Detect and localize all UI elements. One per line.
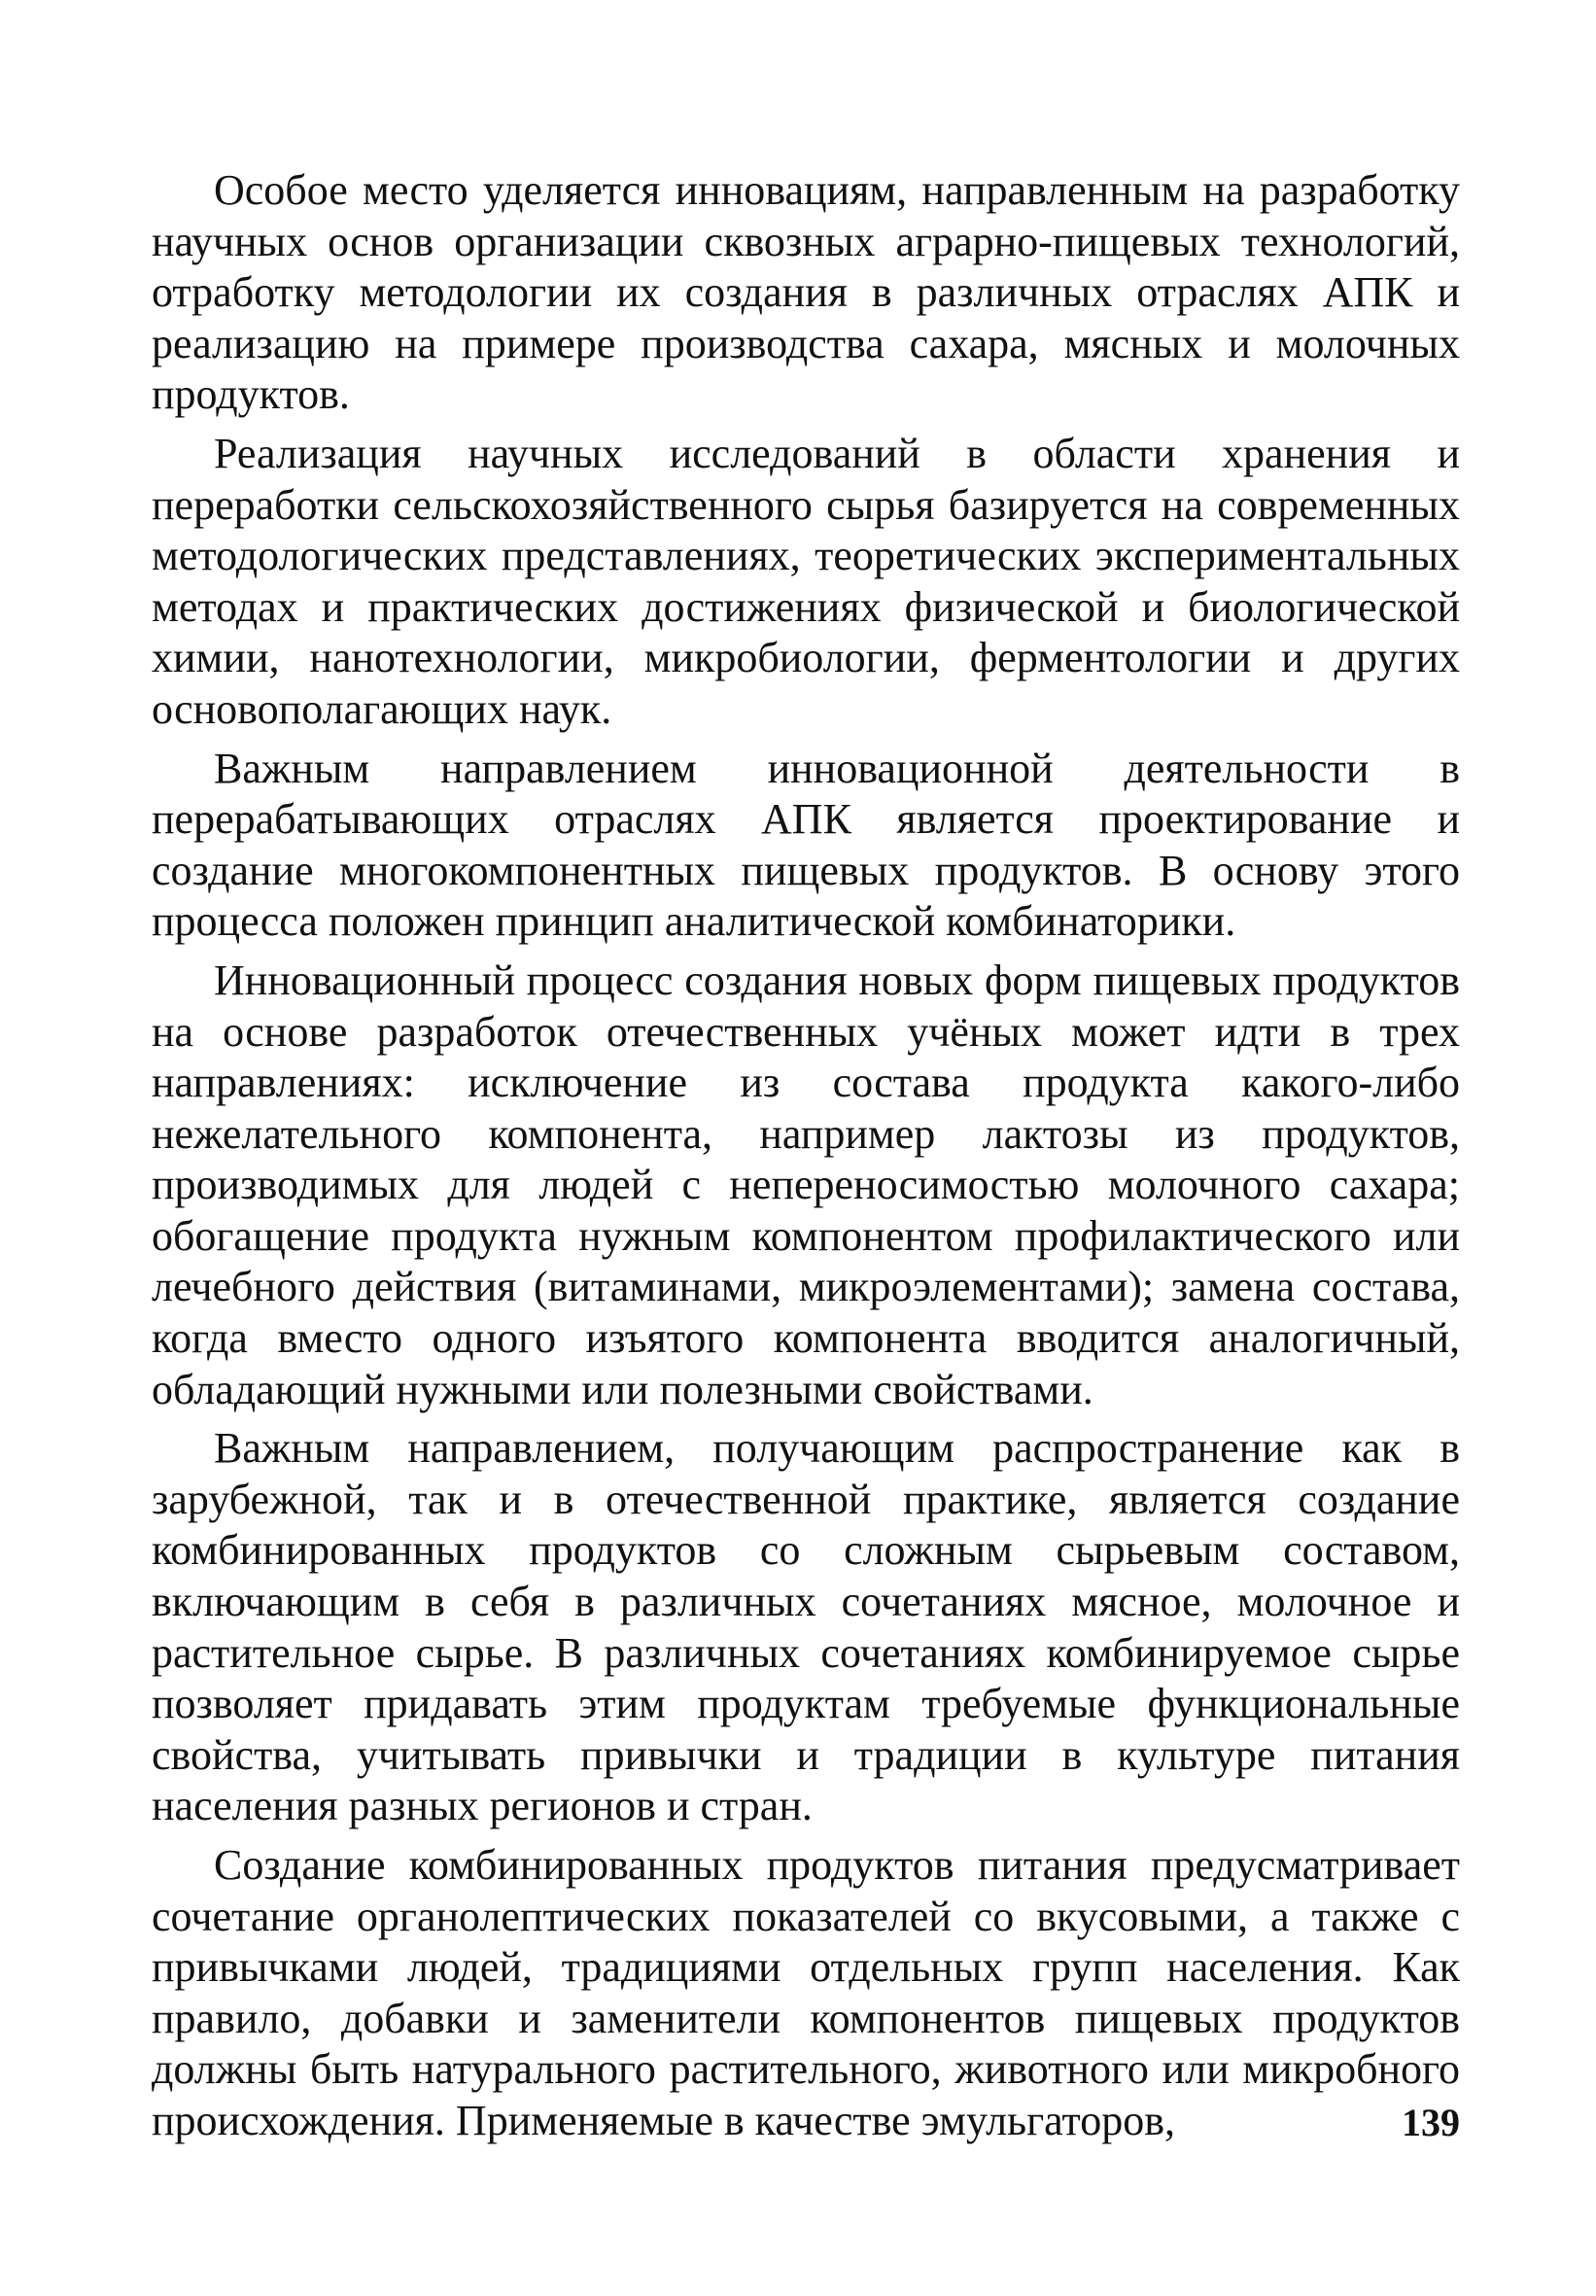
paragraph-4: Инновационный процесс создания новых форм пищевых продуктов на основе разработок отечественных учёных может идти в трех направлениях: исключение из состава продукта какого-либо нежелательного компонента, например лактозы из продуктов, производимых для людей с непереносимостью молочного сахара; обогащение продукта нужным компонентом профилактического или лечебного действия (витаминами, микроэлементами); замена состава, когда вместо одного изъятого компонента вводится аналогичный, обладающий нужными или полезными свойствами. xyxy=(152,956,1460,1413)
page-number: 139 xyxy=(1402,2101,1460,2144)
paragraph-1: Особое место уделяется инновациям, направленным на разработку научных основ организации сквозных аграрно-пищевых технологий, отработку методологии их создания в различных отраслях АПК и реализацию на примере производства сахара, мясных и молочных продуктов. xyxy=(152,166,1460,419)
body-text xyxy=(152,165,1460,2155)
paragraph-2: Реализация научных исследований в области хранения и переработки сельскохозяйственного сырья базируется на современных методологических представлениях, теоретических экспериментальных методах и практических достижениях физической и биологической химии, нанотехнологии, микробиологии, ферментологии и других основополагающих наук. xyxy=(152,429,1460,733)
paragraph-6: Создание комбинированных продуктов питания предусматривает сочетание органолептических показателей со вкусовыми, а также с привычками людей, традициями отдельных групп населения. Как правило, добавки и заменители компонентов пищевых продуктов должны быть натурального растительного, животного или микробного происхождения. Применяемые в качестве эмульгаторов, xyxy=(152,1841,1460,2144)
paragraph-5: Важным направлением, получающим распространение как в зарубежной, так и в отечественной практике, является создание комбинированных продуктов со сложным сырьевым составом, включающим в себя в различных сочетаниях мясное, молочное и растительное сырье. В различных сочетаниях комбинируемое сырье позволяет придавать этим продуктам требуемые функциональные свойства, учитывать привычки и традиции в культуре питания населения разных регионов и стран. xyxy=(152,1424,1460,1830)
paragraph-3: Важным направлением инновационной деятельности в перерабатывающих отраслях АПК является проектирование и создание многокомпонентных пищевых продуктов. В основу этого процесса положен принцип аналитической комбинаторики. xyxy=(152,744,1460,946)
